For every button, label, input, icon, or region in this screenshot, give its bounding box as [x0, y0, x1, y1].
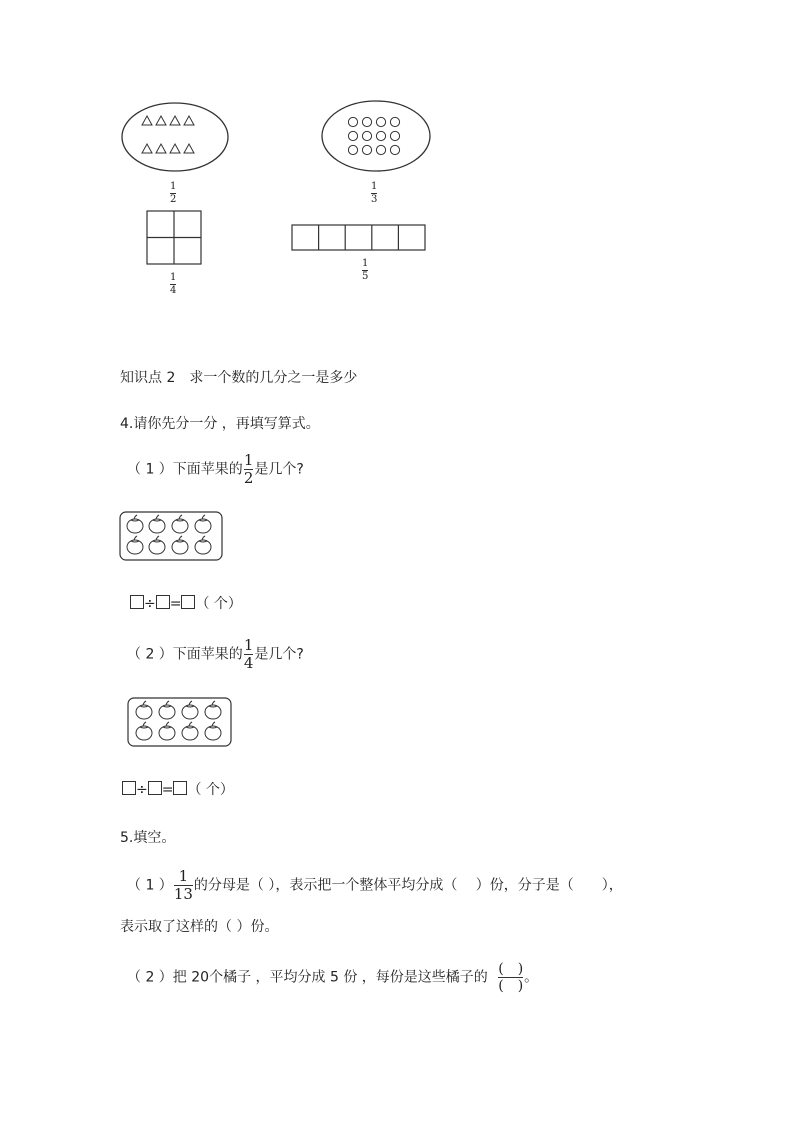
fraction-numerator: 1 [371, 181, 378, 192]
grid-fraction [170, 273, 176, 296]
unit-label: （ 个） [187, 782, 234, 798]
triangles-fraction [170, 182, 176, 205]
fraction-denominator: 5 [362, 271, 369, 282]
apple-box-1 [119, 511, 224, 562]
fraction-numerator: 1 [170, 272, 177, 283]
equals-sign: = [161, 782, 174, 798]
equation-1 [130, 593, 242, 613]
fraction-denominator: 4 [170, 285, 177, 296]
question-5-part-1 [127, 869, 623, 902]
part-1-fraction [174, 869, 193, 902]
fraction-denominator: 2 [170, 194, 177, 205]
divide-sign: ÷ [144, 596, 156, 612]
answer-box[interactable] [148, 781, 162, 795]
question-5-part-1-line-2: 表示取了这样的（ ）份。 [120, 919, 279, 935]
fraction-denominator: 3 [371, 194, 378, 205]
part-1-text: 的分母是（ ），表示把一个整体平均分成（ ）份，分子是（ ）， [193, 877, 623, 894]
strip-fraction [362, 259, 368, 282]
answer-box[interactable] [173, 781, 187, 795]
question-4-title: 4.请你先分一分 ，再填写算式。 [120, 416, 320, 432]
apple-icon [136, 701, 221, 740]
part-1-fraction [244, 453, 254, 486]
divide-sign: ÷ [136, 782, 148, 798]
apple-box-2 [127, 697, 233, 748]
part-1-prefix: （ 1 ）下面苹果的 [127, 461, 243, 478]
triangles-ellipse-figure [118, 100, 232, 174]
answer-box[interactable] [156, 595, 170, 609]
part-2-suffix: 。 [524, 969, 539, 986]
answer-box[interactable] [130, 595, 144, 609]
section-heading: 知识点 2 求一个数的几分之一是多少 [120, 370, 358, 386]
apple-icon [127, 515, 211, 554]
part-2-text: （ 2 ）把 20个橘子 ，平均分成 5 份 ，每份是这些橘子的 [127, 969, 488, 986]
question-4-part-2 [127, 638, 304, 671]
question-4-part-1 [127, 453, 304, 486]
strip-figure [291, 224, 427, 252]
question-5-part-2 [127, 962, 538, 993]
fraction-denominator: 4 [243, 654, 254, 672]
fraction-denominator: 13 [173, 885, 193, 903]
fraction-numerator: 1 [170, 181, 177, 192]
fraction-numerator: 1 [243, 451, 254, 469]
fraction-numerator: 1 [178, 867, 189, 885]
square-grid-figure [146, 210, 202, 266]
fraction-numerator: 1 [362, 258, 369, 269]
part-2-fraction [498, 962, 523, 993]
fraction-numerator-blank[interactable]: ( ) [498, 961, 524, 977]
question-5-title: 5.填空。 [120, 830, 176, 846]
answer-box[interactable] [122, 781, 136, 795]
part-1-suffix: 是几个? [254, 461, 304, 478]
answer-box[interactable] [181, 595, 195, 609]
equals-sign: = [169, 596, 182, 612]
fraction-numerator: 1 [243, 636, 254, 654]
fraction-denominator: 2 [243, 469, 254, 487]
circles-ellipse-figure [318, 98, 434, 174]
unit-label: （ 个） [195, 596, 242, 612]
fraction-denominator-blank[interactable]: ( ) [498, 978, 524, 994]
circles-fraction [371, 182, 377, 205]
equation-2 [122, 779, 234, 799]
part-1-prefix: （ 1 ） [127, 877, 173, 894]
part-2-prefix: （ 2 ）下面苹果的 [127, 646, 243, 663]
part-2-suffix: 是几个? [254, 646, 304, 663]
part-2-fraction [244, 638, 254, 671]
